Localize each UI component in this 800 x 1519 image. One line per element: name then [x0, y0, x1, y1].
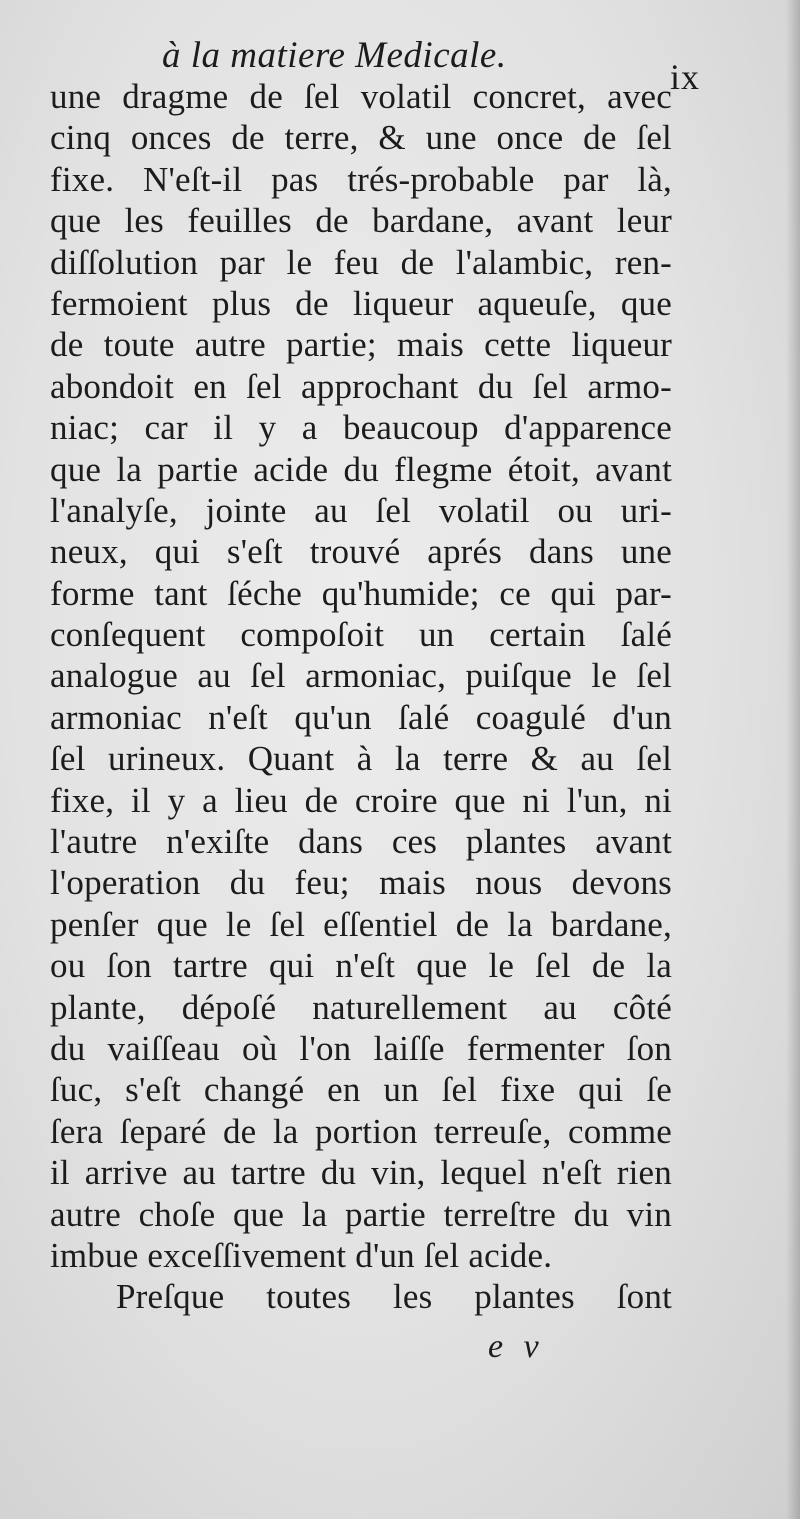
text-line: niac; car il y a beaucoup d'apparence: [50, 408, 672, 448]
page-number: ix: [670, 57, 701, 97]
text-line: il arrive au tartre du vin, lequel n'eſt rien: [50, 1153, 672, 1193]
text-line: armoniac n'eſt qu'un ſalé coagulé d'un: [50, 697, 672, 737]
text-line: ſel urineux. Quant à la terre & au ſel: [50, 739, 672, 779]
text-line: que la partie acide du flegme étoit, avant: [50, 449, 672, 489]
text-line: fixe, il y a lieu de croire que ni l'un, ni: [50, 780, 672, 820]
text-line: ſuc, s'eſt changé en un ſel fixe qui ſe: [50, 1070, 672, 1110]
text-line: diſſolution par le feu de l'alambic, ren-: [50, 242, 672, 282]
signature-mark: e v: [488, 1328, 545, 1365]
text-line: l'autre n'exiſte dans ces plantes avant: [50, 822, 672, 862]
text-line: conſequent compoſoit un certain ſalé: [50, 615, 672, 655]
text-line: ou ſon tartre qui n'eſt que le ſel de la: [50, 946, 672, 986]
text-line: plante, dépoſé naturellement au côté: [50, 987, 672, 1027]
text-line: l'operation du feu; mais nous devons: [50, 863, 672, 903]
text-line: ſera ſeparé de la portion terreuſe, comme: [50, 1111, 672, 1151]
text-line: que les feuilles de bardane, avant leur: [50, 201, 672, 241]
text-line: une dragme de ſel volatil concret, avec: [50, 77, 672, 116]
text-line: l'analyſe, jointe au ſel volatil ou uri-: [50, 490, 672, 530]
text-line: autre choſe que la partie terreſtre du vin: [50, 1194, 672, 1234]
text-line: de toute autre partie; mais cette liqueur: [50, 325, 672, 365]
text-line: fixe. N'eſt-il pas trés-probable par là,: [50, 159, 672, 199]
text-line: du vaiſſeau où l'on laiſſe fermenter ſon: [50, 1028, 672, 1068]
text-line: analogue au ſel armoniac, puiſque le ſel: [50, 656, 672, 696]
text-line: imbue exceſſivement d'un ſel acide.: [50, 1235, 553, 1275]
running-title: à la matiere Medicale.: [162, 35, 507, 76]
page-edge-shadow: [786, 0, 800, 1519]
text-line: forme tant ſéche qu'humide; ce qui par-: [50, 573, 672, 613]
text-line: fermoient plus de liqueur aqueuſe, que: [50, 283, 672, 323]
text-line: neux, qui s'eſt trouvé aprés dans une: [50, 532, 672, 572]
text-line: abondoit en ſel approchant du ſel armo-: [50, 366, 672, 406]
text-line: cinq onces de terre, & une once de ſel: [50, 118, 672, 158]
body-text: [50, 76, 672, 1318]
paragraph-first-line: Preſque toutes les plantes ſont: [116, 1277, 672, 1317]
text-line: penſer que le ſel eſſentiel de la bardane,: [50, 904, 672, 944]
